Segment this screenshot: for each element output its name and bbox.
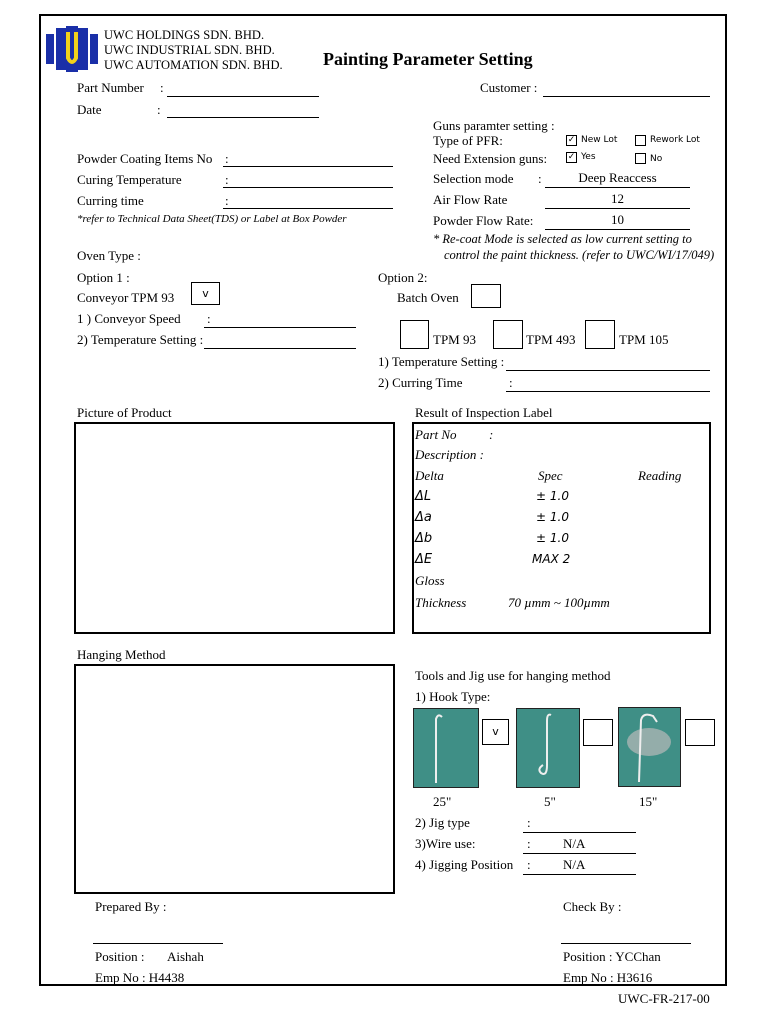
delta-name: ΔE: [415, 552, 433, 567]
curring-time-label: Curring time: [77, 193, 144, 208]
jig-type-label: 2) Jig type: [415, 815, 470, 830]
ext-guns-label: Need Extension guns:: [433, 151, 548, 166]
new-lot-label: New Lot: [581, 135, 618, 145]
delta-spec: MAX 2: [532, 552, 571, 566]
prepared-signature-line[interactable]: [93, 943, 223, 944]
delta-row: [415, 510, 432, 525]
tpm93-checkbox[interactable]: [400, 320, 429, 349]
prep-position-value: Aishah: [167, 949, 204, 964]
hook-photo-5: [516, 708, 580, 788]
check-position: Position : YCChan: [563, 949, 661, 964]
temp-setting2-field[interactable]: [506, 370, 710, 371]
tpm105-label: TPM 105: [619, 332, 669, 347]
colon: :: [527, 857, 531, 872]
ext-yes-label: Yes: [581, 152, 596, 162]
colon: :: [527, 836, 531, 851]
delta-spec: ± 1.0: [536, 531, 569, 545]
conveyor-label: Conveyor TPM 93: [77, 290, 175, 305]
hook-25-checkbox[interactable]: v: [482, 719, 509, 745]
date-label: Date: [77, 102, 102, 117]
delta-name: Δb: [415, 531, 433, 546]
company-name: UWC INDUSTRIAL SDN. BHD.: [104, 43, 275, 57]
colon: :: [538, 171, 542, 186]
colon: :: [225, 172, 229, 187]
colon: :: [225, 151, 229, 166]
company-name: UWC AUTOMATION SDN. BHD.: [104, 58, 283, 72]
delta-row: [415, 552, 432, 567]
air-flow-field[interactable]: [545, 208, 690, 209]
colon: :: [207, 311, 211, 326]
hanging-label: Hanging Method: [77, 647, 166, 662]
wire-use-field[interactable]: [523, 853, 636, 854]
batch-oven-checkbox[interactable]: [471, 284, 501, 308]
powder-flow-field[interactable]: [545, 229, 690, 230]
date-field[interactable]: [167, 117, 319, 118]
delta-header: Delta: [415, 468, 444, 483]
check-emp-no: Emp No : H3616: [563, 970, 653, 985]
picture-label: Picture of Product: [77, 405, 172, 420]
customer-field[interactable]: [543, 96, 710, 97]
delta-spec: ± 1.0: [536, 510, 569, 524]
option1-label: Option 1 :: [77, 270, 130, 285]
curring-time-field[interactable]: [223, 208, 393, 209]
check-by-label: Check By :: [563, 899, 622, 914]
rework-lot-label: Rework Lot: [650, 135, 700, 145]
delta-name: ΔL: [415, 489, 432, 504]
tpm493-checkbox[interactable]: [493, 320, 523, 349]
inspection-title: Result of Inspection Label: [415, 405, 553, 420]
curing-temp-field[interactable]: [223, 187, 393, 188]
temp-setting2-label: 1) Temperature Setting :: [378, 354, 505, 369]
pfr-label: Type of PFR:: [433, 133, 503, 148]
colon: :: [160, 80, 164, 95]
page-title: Painting Parameter Setting: [323, 49, 533, 69]
tpm493-label: TPM 493: [526, 332, 576, 347]
ext-no-checkbox[interactable]: [635, 153, 646, 164]
selection-mode-field[interactable]: [545, 187, 690, 188]
rework-lot-checkbox[interactable]: [635, 135, 646, 146]
prep-emp-no: Emp No : H4438: [95, 970, 185, 985]
inspection-part-no: Part No: [415, 427, 457, 442]
part-number-field[interactable]: [167, 96, 319, 97]
batch-oven-label: Batch Oven: [397, 290, 459, 305]
curring-time2-field[interactable]: [506, 391, 710, 392]
colon: :: [489, 427, 494, 442]
temp-setting-label: 2) Temperature Setting :: [77, 332, 204, 347]
wire-use-label: 3)Wire use:: [415, 836, 476, 851]
jig-pos-value: N/A: [563, 857, 586, 872]
powder-items-field[interactable]: [223, 166, 393, 167]
colon: :: [225, 193, 229, 208]
reading-header: Reading: [638, 468, 682, 483]
hanging-box: [74, 664, 395, 894]
temp-setting-field[interactable]: [204, 348, 356, 349]
hook-15-checkbox[interactable]: [685, 719, 715, 746]
part-number-label: Part Number: [77, 80, 144, 95]
jig-pos-field[interactable]: [523, 874, 636, 875]
jig-pos-label: 4) Jigging Position: [415, 857, 514, 872]
delta-row: [415, 489, 431, 504]
curing-temp-label: Curing Temperature: [77, 172, 182, 187]
colon: :: [509, 375, 513, 390]
delta-name: Δa: [415, 510, 432, 525]
wire-use-value: N/A: [563, 836, 586, 851]
hook-size: 25": [433, 794, 452, 809]
thickness-label: Thickness: [415, 595, 467, 610]
delta-spec: ± 1.0: [536, 489, 569, 503]
hook-type-label: 1) Hook Type:: [415, 689, 491, 704]
hook-5-checkbox[interactable]: [583, 719, 613, 746]
ext-no-label: No: [650, 154, 663, 164]
powder-flow-label: Powder Flow Rate:: [433, 213, 534, 228]
company-names: [104, 28, 283, 73]
option2-label: Option 2:: [378, 270, 428, 285]
company-logo: [44, 24, 100, 74]
conveyor-speed-label: 1 ) Conveyor Speed: [77, 311, 181, 326]
jig-type-field[interactable]: [523, 832, 636, 833]
company-name: UWC HOLDINGS SDN. BHD.: [104, 28, 265, 42]
spec-header: Spec: [538, 468, 563, 483]
tds-note: *refer to Technical Data Sheet(TDS) or Label at Box Powder: [77, 213, 347, 225]
powder-items-label: Powder Coating Items No: [77, 151, 213, 166]
recoat-note: control the paint thickness. (refer to UWC/WI/17/049): [444, 248, 715, 262]
prepared-by-label: Prepared By :: [95, 899, 167, 914]
prep-position-label: Position :: [95, 949, 145, 964]
hook-icon: [414, 709, 478, 787]
ext-yes-checkbox[interactable]: ✓: [567, 152, 576, 162]
colon: :: [157, 102, 161, 117]
oven-type-label: Oven Type :: [77, 248, 141, 263]
powder-flow-value: 10: [611, 212, 624, 227]
tpm105-checkbox[interactable]: [585, 320, 615, 349]
conveyor-checkbox[interactable]: v: [191, 282, 220, 305]
delta-row: [415, 531, 432, 546]
recoat-note: * Re-coat Mode is selected as low current setting to: [433, 232, 692, 246]
tpm93-label: TPM 93: [433, 332, 476, 347]
selection-mode-label: Selection mode: [433, 171, 514, 186]
tools-label: Tools and Jig use for hanging method: [415, 668, 611, 683]
air-flow-value: 12: [611, 191, 624, 206]
gloss-label: Gloss: [415, 573, 445, 588]
thickness-value: 70 µmm ~ 100µmm: [508, 595, 610, 610]
footer-code: UWC-FR-217-00: [618, 991, 710, 1006]
hook-size: 5": [544, 794, 556, 809]
picture-box: [74, 422, 395, 634]
customer-label: Customer :: [480, 80, 538, 95]
selection-mode-value: Deep Reaccess: [578, 170, 657, 185]
new-lot-checkbox[interactable]: ✓: [567, 135, 576, 145]
hook-photo-25: [413, 708, 479, 788]
hook-icon: [619, 708, 680, 786]
air-flow-label: Air Flow Rate: [433, 192, 508, 207]
hook-icon: [517, 709, 579, 787]
hook-size: 15": [639, 794, 658, 809]
colon: :: [527, 815, 531, 830]
guns-setting-label: Guns paramter setting :: [433, 118, 555, 133]
check-signature-line[interactable]: [561, 943, 691, 944]
curring-time2-label: 2) Curring Time: [378, 375, 463, 390]
conveyor-speed-field[interactable]: [204, 327, 356, 328]
inspection-description: Description :: [415, 447, 484, 462]
hook-photo-15: [618, 707, 681, 787]
